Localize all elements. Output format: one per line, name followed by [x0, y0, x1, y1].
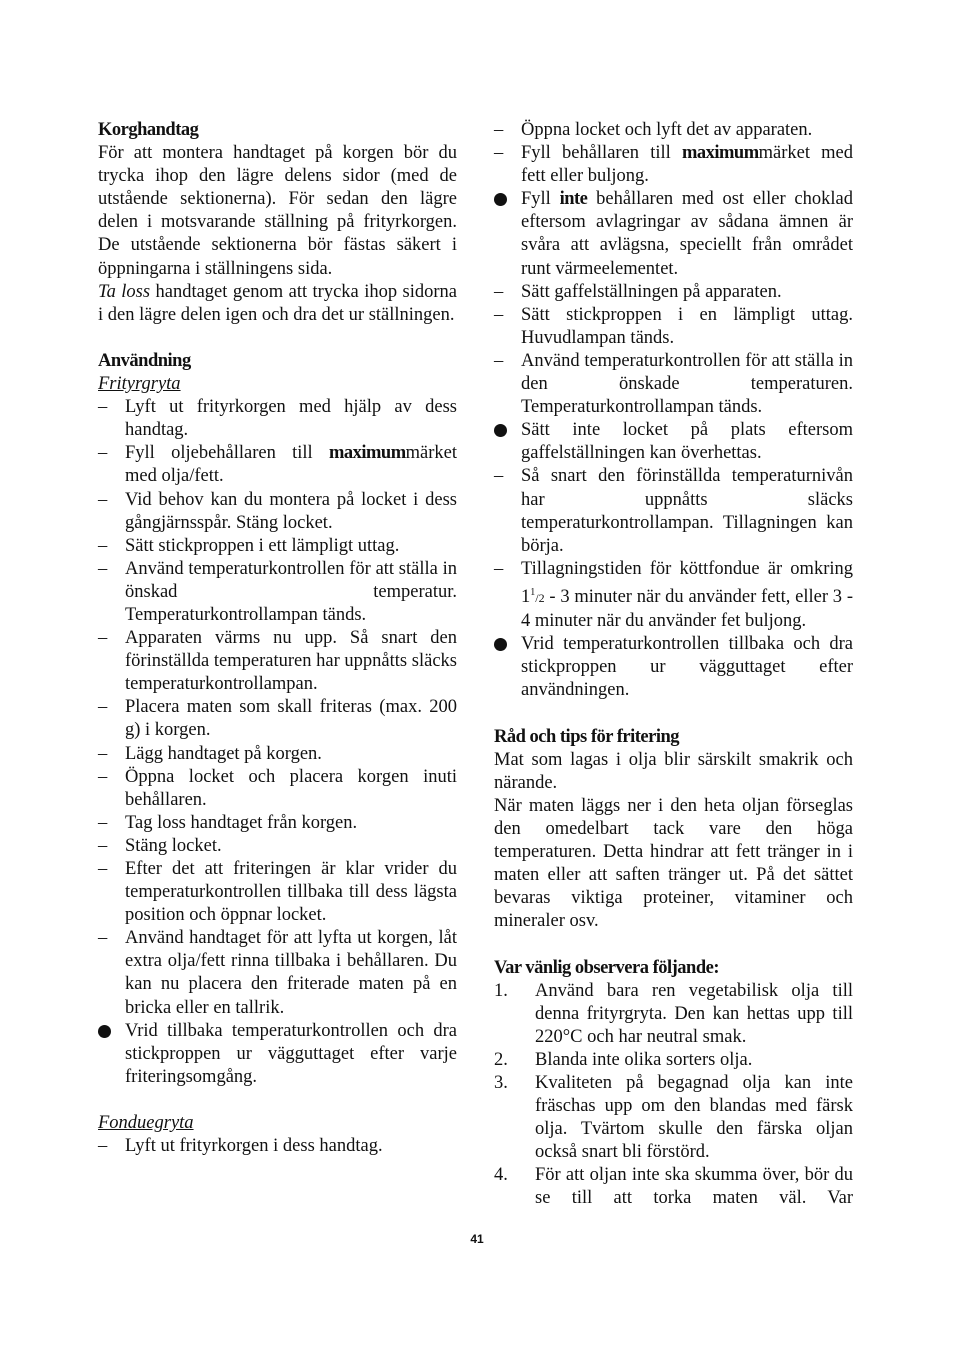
- list-item-text: Fyll oljebehållaren till maximummärket med olja/fett.: [125, 443, 457, 487]
- dash-marker: –: [494, 120, 504, 140]
- list-item-bullet: [494, 188, 853, 280]
- korghandtag-paragraph-1: För att montera handtaget på korgen bör du trycka ihop den lägre delens sidor (med de utstående sektionerna). För sedan den lägre delen i motsvarande ställning på frityrkorgen. De utstående sektionerna bör fästas säkert i öppningarna i ställningens sida.: [98, 143, 457, 279]
- dash-marker: –: [98, 859, 108, 879]
- item-number: 4.: [494, 1165, 508, 1186]
- list-item: [494, 304, 853, 350]
- list-item: [494, 142, 853, 188]
- right-column: [494, 119, 853, 1211]
- list-item: [494, 350, 853, 419]
- item-number: 2.: [494, 1049, 508, 1070]
- list-item-text: Använd temperaturkontrollen för att ställa in den önskade temperaturen. Temperaturkontrollampan tänds.: [521, 350, 853, 418]
- bullet-icon: [494, 638, 507, 651]
- list-item-text: Tillagningstiden för köttfondue är omkring $1^1/2 - 3$ minuter när du använder fett, eller 3 - 4 minuter när du använder fet buljong.: [521, 558, 853, 632]
- dash-marker: –: [98, 812, 108, 833]
- dash-marker: –: [98, 928, 108, 949]
- list-item-text: Sätt stickproppen i ett lämpligt uttag.: [125, 535, 400, 556]
- korghandtag-heading: Korghandtag: [98, 120, 199, 140]
- korghandtag-paragraph-2: [98, 281, 457, 327]
- list-item-text: Använd temperaturkontrollen för att ställa in önskad temperatur. Temperaturkontrollampan tänds.: [125, 558, 457, 625]
- dash-marker: –: [98, 443, 108, 464]
- list-item-text: Stäng locket.: [125, 835, 222, 856]
- list-item-bullet: [494, 633, 853, 702]
- list-item: [98, 696, 457, 742]
- list-item: [494, 119, 853, 142]
- dash-marker: –: [98, 697, 108, 718]
- rad-paragraph-1: Mat som lagas i olja blir särskilt smakrik och närande.: [494, 749, 853, 793]
- list-item: [98, 558, 457, 627]
- ta-loss-italic: Ta loss: [98, 281, 151, 302]
- numbered-item-text: Kvaliteten på begagnad olja kan inte fräschas upp om den blandas med färsk olja. Tvärtom skulle den färska oljan också snart bli förstörd.: [535, 1073, 853, 1163]
- list-item-text: Efter det att friteringen är klar vrider du temperaturkontrollen tillbaka till dess lägsta position och öppnar locket.: [125, 859, 457, 926]
- dash-marker: –: [98, 558, 108, 579]
- dash-marker: –: [494, 466, 504, 487]
- list-item-text: Fyll inte behållaren med ost eller choklad eftersom avlagringar av sådana ämnen är svåra att avlägsna, speciellt från området runt värmeelementet.: [521, 189, 853, 279]
- list-item: [98, 396, 457, 442]
- page-number: 41: [470, 1232, 484, 1246]
- list-item-text: Öppna locket och lyft det av apparaten.: [521, 120, 813, 140]
- list-item-text: Sätt stickproppen i en lämpligt uttag. Huvudlampan tänds.: [521, 304, 853, 348]
- bullet-icon: [494, 424, 507, 437]
- fonduegryta-subheading: Fonduegryta: [98, 1113, 194, 1134]
- dash-marker: –: [98, 628, 108, 649]
- list-item: [494, 281, 853, 304]
- list-item: [98, 812, 457, 835]
- korghandtag-paragraph-2-rest: handtaget genom att trycka ihop sidorna i den lägre delen igen och dra det ur ställningen.: [98, 281, 457, 325]
- list-item: [98, 442, 457, 488]
- numbered-item-text: Använd bara ren vegetabilisk olja till denna frityrgryta. Den kan hettas upp till 220°C och har neutral smak.: [535, 980, 853, 1047]
- rad-paragraph-2: När maten läggs ner i den heta oljan förseglas den omedelbart tack vare den höga temperaturen. Detta hindrar att fett tränger in i maten eller att saften tränger ut. På det sättet bevaras viktiga proteiner, vitaminer och mineraler osv.: [494, 795, 853, 932]
- list-item: [98, 766, 457, 812]
- dash-marker: –: [98, 766, 108, 787]
- item-number: 1.: [494, 980, 508, 1001]
- list-item: [98, 927, 457, 1019]
- dash-marker: –: [494, 281, 504, 302]
- list-item: [98, 858, 457, 927]
- rad-heading: Råd och tips för fritering: [494, 726, 679, 747]
- dash-marker: –: [98, 489, 108, 510]
- list-item: [494, 558, 853, 633]
- left-column: [98, 119, 457, 1158]
- list-item: [494, 465, 853, 557]
- anvandning-heading: Användning: [98, 350, 191, 371]
- dash-marker: –: [494, 143, 504, 164]
- list-item-text: Sätt inte locket på plats eftersom gaffelställningen kan överhettas.: [521, 420, 853, 464]
- list-item-text: Vrid temperaturkontrollen tillbaka och dra stickproppen ur vägguttaget efter användningen.: [521, 634, 853, 701]
- item-number: 3.: [494, 1073, 508, 1093]
- list-item-text: Lyft ut frityrkorgen i dess handtag.: [125, 1136, 383, 1157]
- list-item-text: Tag loss handtaget från korgen.: [125, 812, 358, 833]
- list-item-text: Sätt gaffelställningen på apparaten.: [521, 281, 782, 302]
- fraction-numerator: 1: [530, 586, 536, 598]
- numbered-item: [494, 1072, 853, 1164]
- dash-marker: –: [494, 350, 504, 371]
- dash-marker: –: [494, 558, 504, 579]
- list-item: [98, 627, 457, 696]
- dash-marker: –: [98, 1136, 108, 1157]
- numbered-item-text: För att oljan inte ska skumma över, bör du se till att torka maten väl. Var: [535, 1165, 853, 1209]
- list-item-text: Vrid tillbaka temperaturkontrollen och dra stickproppen ur vägguttaget efter varje friteringsomgång.: [125, 1020, 457, 1087]
- list-item: [98, 1135, 457, 1158]
- maximum-bold: maximum: [681, 143, 759, 164]
- list-item-text: Placera maten som skall friteras (max. 200 g) i korgen.: [125, 697, 457, 741]
- numbered-item-text: Blanda inte olika sorters olja.: [535, 1049, 753, 1070]
- bullet-icon: [494, 193, 507, 206]
- dash-marker: –: [98, 743, 108, 764]
- dash-marker: –: [494, 304, 504, 325]
- numbered-item: [494, 1049, 853, 1072]
- list-item: [98, 743, 457, 766]
- list-item-text: Lägg handtaget på korgen.: [125, 743, 322, 764]
- frityrgryta-subheading: Frityrgryta: [98, 374, 181, 395]
- list-item: [98, 535, 457, 558]
- list-item-text: Använd handtaget för att lyfta ut korgen, låt extra olja/fett rinna tillbaka i behållaren. Du kan nu placera den friterade maten på en bricka eller en tallrik.: [125, 928, 457, 1018]
- list-item-text: Så snart den förinställda temperaturnivån har uppnåtts släcks temperaturkontrollampan. Tillagningen kan börja.: [521, 466, 853, 556]
- bullet-icon: [98, 1025, 111, 1038]
- list-item-text: Apparaten värms nu upp. Så snart den förinställda temperaturen har uppnåtts släcks temperaturkontrollampan.: [125, 628, 457, 695]
- dash-marker: –: [98, 535, 108, 556]
- fraction-denominator: /2: [535, 591, 545, 606]
- list-item-bullet: [494, 419, 853, 465]
- numbered-item: [494, 1164, 853, 1210]
- dash-marker: –: [98, 397, 108, 418]
- list-item-text: Vid behov kan du montera på locket i dess gångjärnsspår. Stäng locket.: [125, 489, 457, 533]
- dash-marker: –: [98, 835, 108, 856]
- list-item: [98, 489, 457, 535]
- list-item-bullet: [98, 1020, 457, 1089]
- list-item-text: Lyft ut frityrkorgen med hjälp av dess handtag.: [125, 397, 457, 441]
- list-item: [98, 835, 457, 858]
- inte-bold: inte: [559, 189, 588, 210]
- maximum-bold: maximum: [328, 443, 406, 464]
- list-item-text: Fyll behållaren till maximummärket med fett eller buljong.: [521, 143, 853, 187]
- list-item-text: Öppna locket och placera korgen inuti behållaren.: [125, 766, 457, 810]
- observera-heading: Var vänlig observera följande:: [494, 957, 719, 978]
- numbered-item: [494, 980, 853, 1049]
